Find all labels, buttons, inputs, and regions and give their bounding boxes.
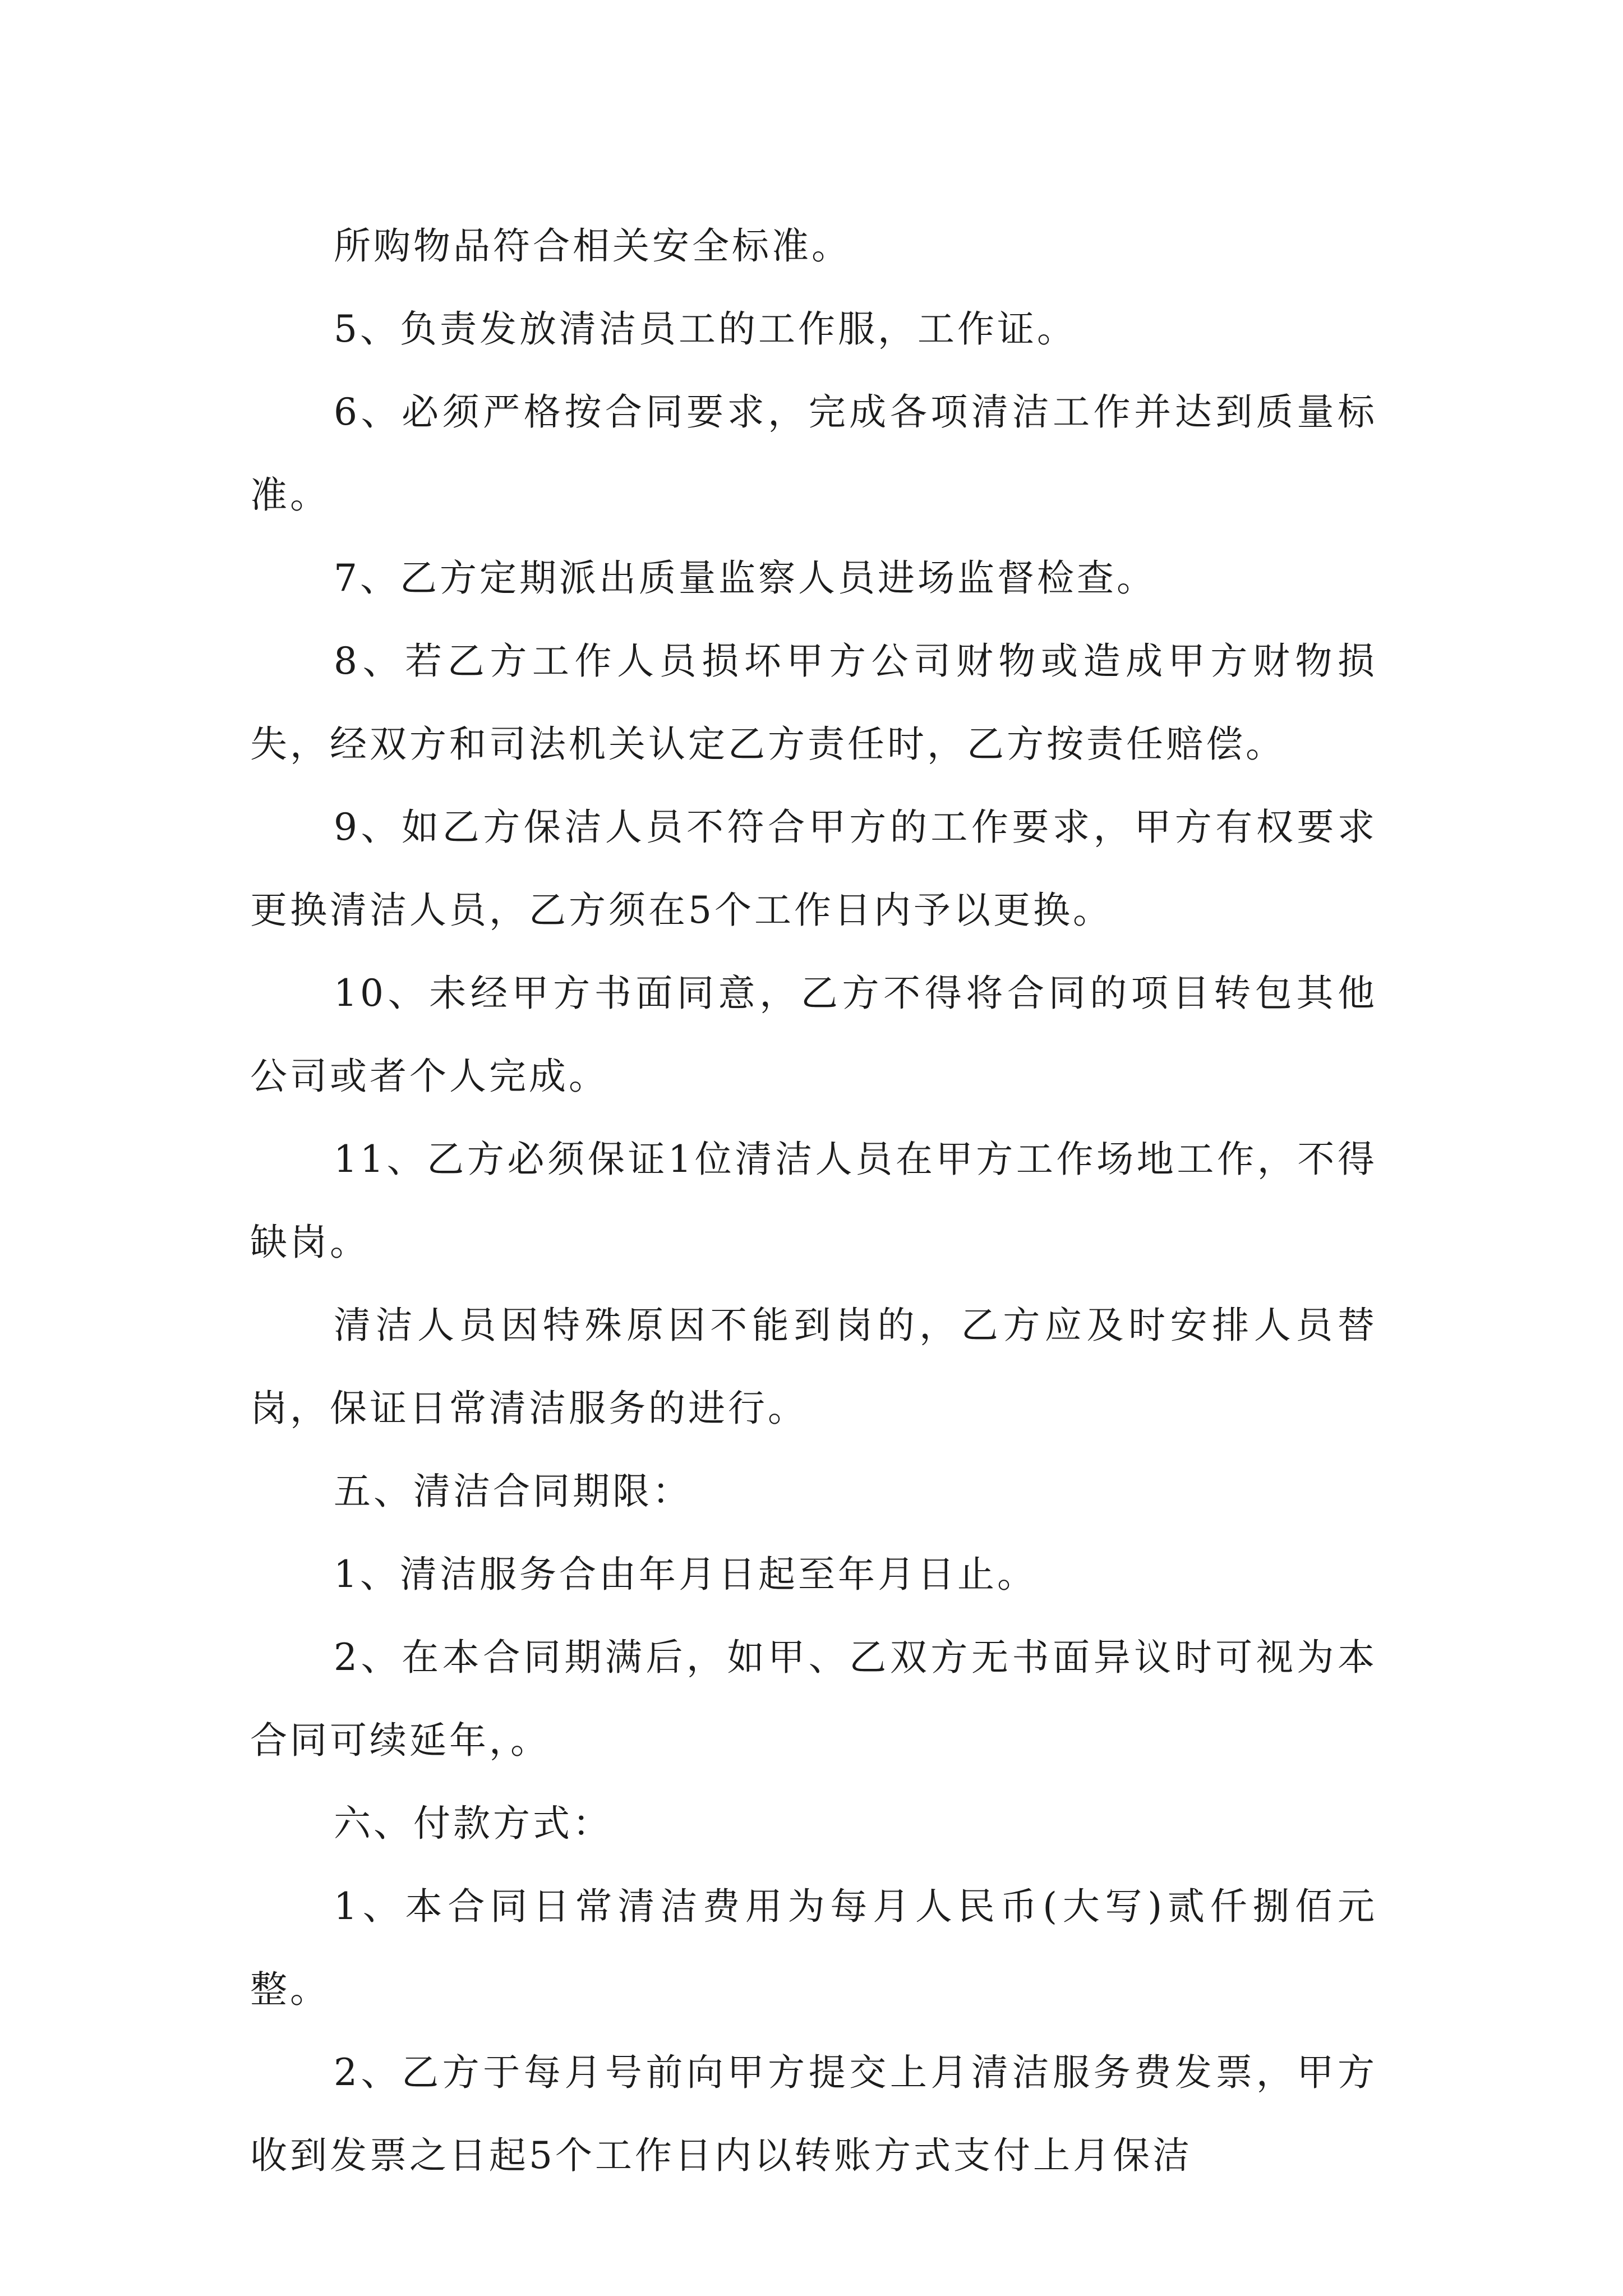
paragraph-7: 10、未经甲方书面同意，乙方不得将合同的项目转包其他公司或者个人完成。 xyxy=(250,972,1377,1098)
paragraph-6: 9、如乙方保洁人员不符合甲方的工作要求，甲方有权要求更换清洁人员，乙方须在5个工作日内予以更换。 xyxy=(250,806,1377,932)
paragraph-9: 清洁人员因特殊原因不能到岗的，乙方应及时安排人员替岗，保证日常清洁服务的进行。 xyxy=(250,1304,1377,1430)
paragraph-2: 5、负责发放清洁员工的工作服，工作证。 xyxy=(334,307,1077,351)
paragraph-5: 8、若乙方工作人员损坏甲方公司财物或造成甲方财物损失，经双方和司法机关认定乙方责任时，乙方按责任赔偿。 xyxy=(250,639,1377,766)
paragraph-12: 2、在本合同期满后，如甲、乙双方无书面异议时可视为本合同可续延年，。 xyxy=(250,1636,1377,1762)
paragraph-4: 7、乙方定期派出质量监察人员进场监督检查。 xyxy=(334,556,1156,600)
paragraph-11: 1、清洁服务合由年月日起至年月日止。 xyxy=(334,1553,1037,1596)
paragraph-8: 11、乙方必须保证1位清洁人员在甲方工作场地工作，不得缺岗。 xyxy=(250,1138,1377,1264)
document-body xyxy=(250,205,1377,2197)
paragraph-1: 所购物品符合相关安全标准。 xyxy=(334,224,851,268)
section-heading-payment: 六、付款方式： xyxy=(334,1802,612,1845)
paragraph-3: 6、必须严格按合同要求，完成各项清洁工作并达到质量标准。 xyxy=(250,390,1377,517)
paragraph-15: 2、乙方于每月号前向甲方提交上月清洁服务费发票，甲方收到发票之日起5个工作日内以转账方式支付上月保洁 xyxy=(250,2051,1377,2177)
section-heading-term: 五、清洁合同期限： xyxy=(334,1470,692,1513)
paragraph-14: 1、本合同日常清洁费用为每月人民币(大写)贰仟捌佰元整。 xyxy=(250,1885,1377,2011)
